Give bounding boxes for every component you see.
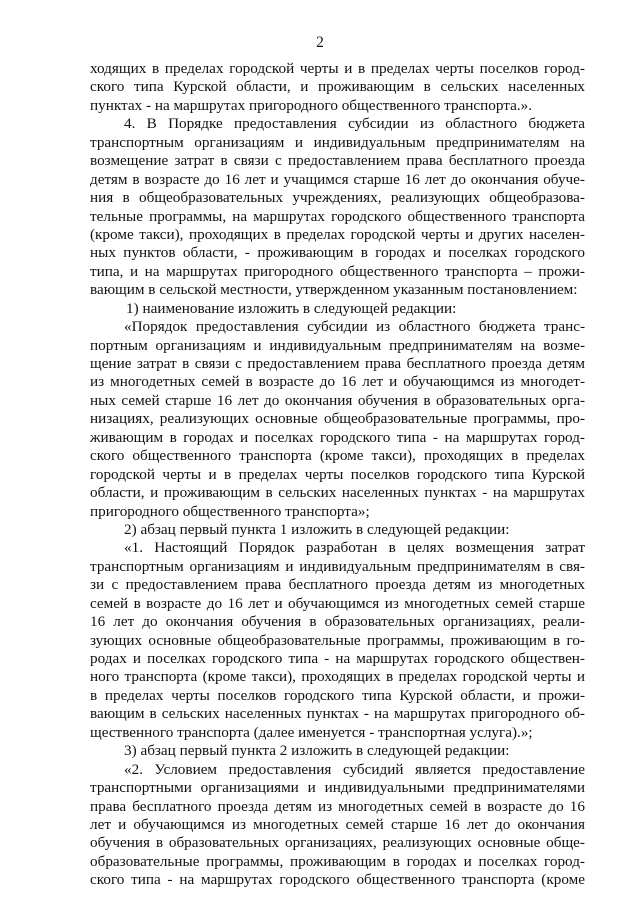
text-line: 2) абзац первый пункта 1 изложить в следующей редакции:: [124, 520, 510, 538]
text-line: права бесплатного проезда детям из многодетных семей в возрасте до 16: [90, 797, 585, 815]
text-line: транспортным организациям и индивидуальным предпринимателям в свя-: [90, 557, 585, 575]
text-line: транспортным организациям и индивидуальным предпринимателям на: [90, 133, 585, 151]
text-line: зующих основные общеобразовательные программы, проживающим в го-: [90, 631, 585, 649]
text-line: городской черты и в пределах черты поселков городского типа Курской: [90, 465, 585, 483]
text-line: обучения в образовательных организациях, реализующих основные обще-: [90, 834, 585, 852]
text-line: «1. Настоящий Порядок разработан в целях возмещения затрат: [124, 539, 585, 557]
text-line: портным организациям и индивидуальным предпринимателям на возме-: [90, 336, 585, 354]
text-line: области, и проживающим в сельских населенных пунктах - на маршрутах: [90, 484, 585, 502]
text-line: детям в возрасте до 16 лет и учащимся старше 16 лет до окончания обуче-: [90, 170, 585, 188]
text-line: тельные программы, на маршрутах городского общественного транспорта: [90, 207, 585, 225]
text-line: в пределах черты поселков городского типа Курской области, и прожи-: [90, 686, 585, 704]
text-line: щение затрат в связи с предоставлением права бесплатного проезда детям: [90, 355, 585, 372]
text-line: пунктах - на маршрутах пригородного общественного транспорта.».: [90, 96, 533, 114]
text-line: типа, и на маршрутах пригородного общественного транспорта – прожи-: [90, 262, 585, 280]
text-line: «Порядок предоставления субсидии из областного бюджета транс-: [124, 318, 585, 336]
text-line: родах и поселках городского типа - на маршрутах городского обществен-: [90, 650, 585, 667]
text-line: низациях, реализующих основные общеобразовательные программы, про-: [90, 410, 585, 428]
page-number: 2: [316, 34, 324, 51]
text-line: 1) наименование изложить в следующей редакции:: [126, 299, 457, 317]
text-line: ского типа Курской области, и проживающим в сельских населенных: [90, 78, 585, 96]
text-line: вающим в сельской местности, утвержденном указанным постановлением:: [90, 281, 578, 299]
text-line: 3) абзац первый пункта 2 изложить в следующей редакции:: [124, 742, 510, 760]
text-line: 16 лет до окончания обучения в образовательных организациях, реали-: [90, 613, 585, 631]
text-line: ского типа - на маршрутах городского общественного транспорта (кроме: [90, 871, 585, 889]
text-line: (кроме такси), проходящих в пределах городской черты и других населен-: [90, 225, 585, 243]
text-line: лет и обучающимся из многодетных семей старше 16 лет до окончания: [90, 815, 585, 833]
text-line: ния в общеобразовательных учреждениях, реализующих общеобразова-: [90, 189, 585, 207]
text-line: ного транспорта (кроме такси), проходящих в пределах городской черты и: [90, 668, 585, 686]
text-line: ных семей старше 16 лет до окончания обучения в образовательных орга-: [90, 391, 585, 409]
document-body: [90, 60, 585, 890]
text-line: ных пунктов области, - проживающим в городах и поселках городского: [90, 244, 585, 262]
text-line: образовательные программы, проживающим в городах и поселках город-: [90, 852, 585, 870]
text-line: щественного транспорта (далее именуется - транспортная услуга).»;: [90, 723, 533, 741]
text-line: живающим в городах и поселках городского типа - на маршрутах город-: [90, 428, 585, 446]
text-line: «2. Условием предоставления субсидий является предоставление: [124, 760, 585, 778]
text-line: транспортными организациями и индивидуальными предпринимателями: [90, 779, 585, 797]
text-line: ского общественного транспорта (кроме такси), проходящих в пределах: [90, 447, 585, 465]
text-line: семей в возрасте до 16 лет и обучающимся из многодетных семей старше: [90, 594, 585, 612]
text-line: 4. В Порядке предоставления субсидии из областного бюджета: [124, 115, 585, 133]
text-line: пригородного общественного транспорта»;: [90, 502, 370, 520]
text-line: ходящих в пределах городской черты и в пределах черты поселков город-: [90, 60, 585, 77]
text-line: возмещение затрат в связи с предоставлением права бесплатного проезда: [90, 152, 585, 170]
text-line: зи с предоставлением права бесплатного проезда детям из многодетных: [90, 576, 585, 594]
text-line: вающим в сельских населенных пунктах - на маршрутах пригородного об-: [90, 705, 585, 723]
text-line: из многодетных семей в возрасте до 16 лет и обучающимся из многодет-: [90, 373, 585, 391]
